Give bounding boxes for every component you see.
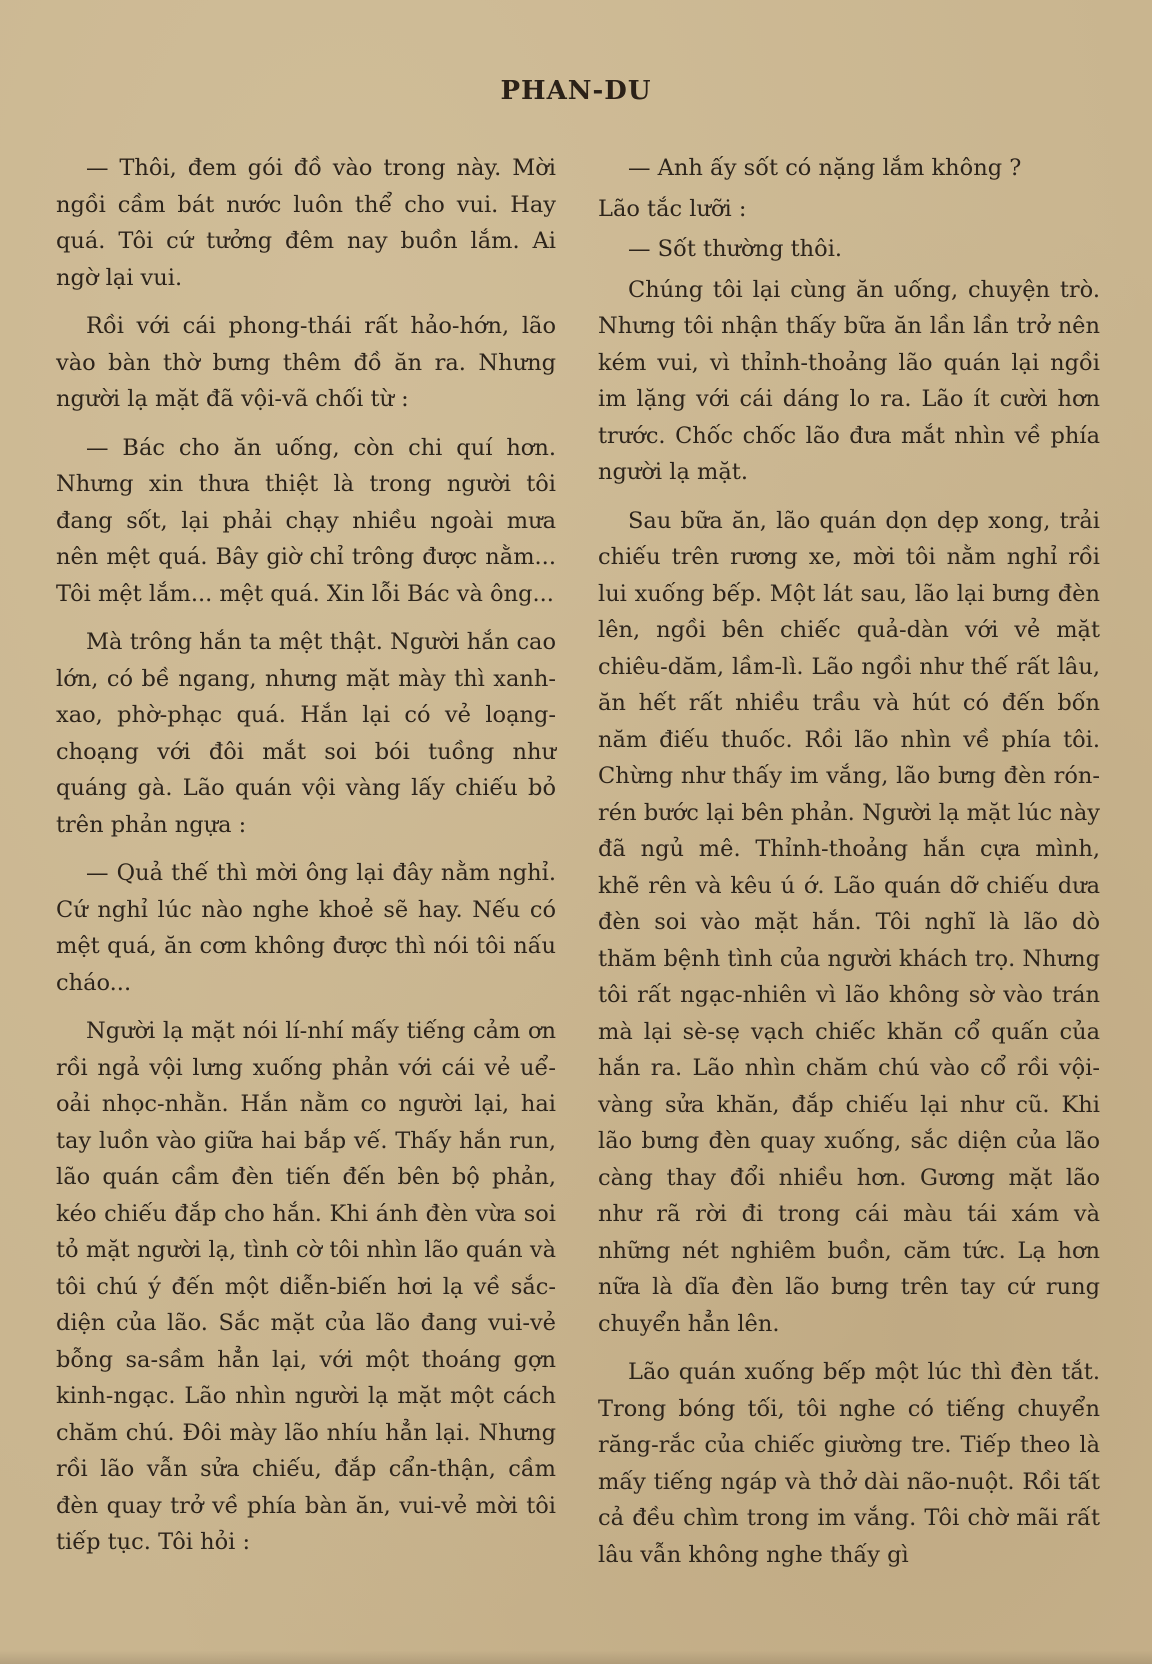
paragraph: Mà trông hắn ta mệt thật. Người hắn cao lớn, có bề ngang, nhưng mặt mày thì xanh-xao, phờ-phạc quá. Hắn lại có vẻ loạng-choạng với đôi mắt soi bói tuồng như quáng gà. Lão quán vội vàng lấy chiếu bỏ trên phản ngựa : (56, 629, 556, 838)
paragraph: — Bác cho ăn uống, còn chi quí hơn. Nhưng xin thưa thiệt là trong người tôi đang sốt, lại phải chạy nhiều ngoài mưa nên mệt quá. Bây giờ chỉ trông được nằm... Tôi mệt lắm... mệt quá. Xin lỗi Bác và ông... (56, 434, 556, 607)
paragraph: Lão tắc lưỡi : (598, 195, 747, 222)
paragraph: Sau bữa ăn, lão quán dọn dẹp xong, trải chiếu trên rương xe, mời tôi nằm nghỉ rồi lui xuống bếp. Một lát sau, lão lại bưng đèn lên, ngồi bên chiếc quả-dàn với vẻ mặt chiêu-dăm, lầm-lì. Lão ngồi như thế rất lâu, ăn hết rất nhiều trầu và hút có đến bốn năm điếu thuốc. Rồi lão nhìn về phía tôi. Chừng như thấy im vắng, lão bưng đèn rón-rén bước lại bên phản. Người lạ mặt lúc này đã ngủ mê. Thỉnh-thoảng hắn cựa mình, khẽ rên và kêu ú ớ. Lão quán dỡ chiếu dưa đèn soi vào mặt hắn. Tôi nghĩ là lão dò thăm bệnh tình của người khách trọ. Nhưng tôi rất ngạc-nhiên vì lão không sờ vào trán mà lại sè-sẹ vạch chiếc khăn cổ quấn của hắn ra. Lão nhìn chăm chú vào cổ rồi vội-vàng sửa khăn, đắp chiếu lại như cũ. Khi lão bưng đèn quay xuống, sắc diện của lão càng thay đổi nhiều hơn. Gương mặt lão như rã rời đi trong cái màu tái xám và những nét nghiêm buồn, căm tức. Lạ hơn nữa là dĩa đèn lão bưng trên tay cứ rung chuyển hẳn lên. (598, 507, 1100, 1337)
paragraph: Người lạ mặt nói lí-nhí mấy tiếng cảm ơn rồi ngả vội lưng xuống phản với cái vẻ uể-oải nhọc-nhằn. Hắn nằm co người lại, hai tay luồn vào giữa hai bắp vế. Thấy hắn run, lão quán cầm đèn tiến đến bên bộ phản, kéo chiếu đắp cho hắn. Khi ánh đèn vừa soi tỏ mặt người lạ, tình cờ tôi nhìn lão quán và tôi chú ý đến một diễn-biến hơi lạ về sắc-diện của lão. Sắc mặt của lão đang vui-vẻ bỗng sa-sầm hẳn lại, với một thoáng gợn kinh-ngạc. Lão nhìn người lạ mặt một cách chăm chú. Đôi mày lão nhíu hẳn lại. Nhưng rồi lão vẫn sửa chiếu, đắp cẩn-thận, cầm đèn quay trở về phía bàn ăn, vui-vẻ mời tôi tiếp tục. Tôi hỏi : (56, 1018, 556, 1555)
right-column (598, 150, 1100, 1585)
left-column (56, 150, 556, 1573)
paragraph: Rồi với cái phong-thái rất hảo-hớn, lão vào bàn thờ bưng thêm đồ ăn ra. Nhưng người lạ mặt đã vội-vã chối từ : (56, 313, 556, 412)
paragraph: Chúng tôi lại cùng ăn uống, chuyện trò. Nhưng tôi nhận thấy bữa ăn lần lần trở nên kém vui, vì thỉnh-thoảng lão quán lại ngồi im lặng với cái dáng lo ra. Lão ít cười hơn trước. Chốc chốc lão đưa mắt nhìn về phía người lạ mặt. (598, 276, 1100, 485)
page-bottom-edge (0, 1650, 1152, 1664)
paragraph: — Thôi, đem gói đồ vào trong này. Mời ngồi cầm bát nước luôn thể cho vui. Hay quá. Tôi cứ tưởng đêm nay buồn lắm. Ai ngờ lại vui. (56, 155, 556, 291)
page-header: PHAN-DU (500, 76, 652, 106)
paragraph: — Anh ấy sốt có nặng lắm không ? (628, 155, 1022, 181)
paragraph: Lão quán xuống bếp một lúc thì đèn tắt. Trong bóng tối, tôi nghe có tiếng chuyển răng-rắc của chiếc giường tre. Tiếp theo là mấy tiếng ngáp và thở dài não-nuột. Rồi tất cả đều chìm trong im vắng. Tôi chờ mãi rất lâu vẫn không nghe thấy gì (598, 1359, 1100, 1568)
paragraph: — Quả thế thì mời ông lại đây nằm nghỉ. Cứ nghỉ lúc nào nghe khoẻ sẽ hay. Nếu có mệt quá, ăn cơm không được thì nói tôi nấu cháo... (56, 860, 556, 996)
paragraph: — Sốt thường thôi. (628, 236, 843, 262)
